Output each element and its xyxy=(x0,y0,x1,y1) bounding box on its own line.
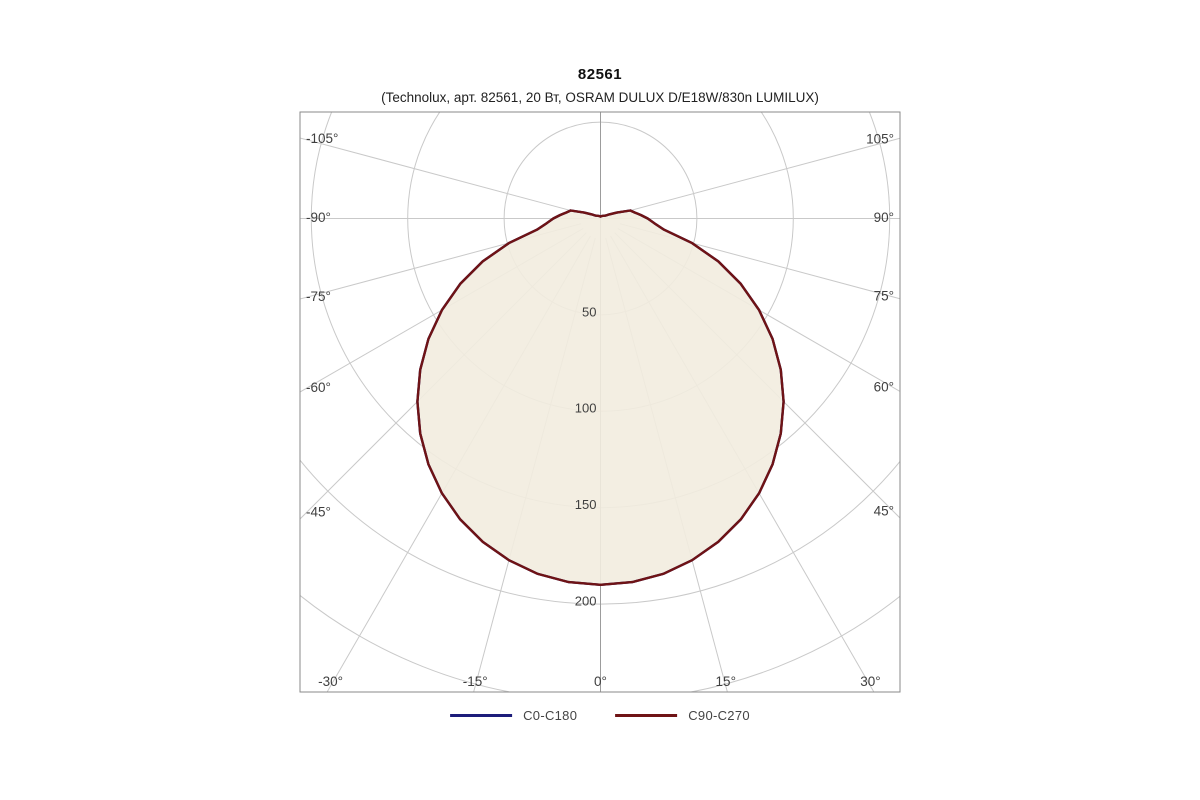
radial-tick-label-200: 200 xyxy=(574,593,597,609)
chart-title: 82561 xyxy=(577,66,623,83)
radial-tick-label-150: 150 xyxy=(574,497,597,513)
chart-legend xyxy=(450,708,750,723)
legend-line-c90-c270-icon xyxy=(615,714,677,717)
angle-tick-label--105: -105° xyxy=(306,131,339,147)
angle-tick-label--75: -75° xyxy=(306,288,331,304)
radial-tick-label-50: 50 xyxy=(582,304,597,320)
distribution-curves xyxy=(417,211,783,585)
legend-item-c90-c270 xyxy=(615,708,750,723)
angle-tick-label--45: -45° xyxy=(306,504,331,520)
angle-tick-label-105: 105° xyxy=(866,131,894,147)
angle-tick-label--90: -90° xyxy=(306,210,331,226)
angle-tick-label-90: 90° xyxy=(873,210,894,226)
angle-tick-label-30: 30° xyxy=(860,674,881,689)
grid-ray-105 xyxy=(620,0,1200,213)
angle-tick-label-45: 45° xyxy=(873,503,894,519)
legend-label-c0-c180: C0-C180 xyxy=(523,708,578,723)
angle-tick-label-15: 15° xyxy=(715,674,736,689)
angle-tick-label--30: -30° xyxy=(318,674,344,689)
grid-ray--105 xyxy=(0,0,581,213)
angle-tick-label-0: 0° xyxy=(594,674,607,689)
angle-tick-label--15: -15° xyxy=(462,674,488,689)
angle-tick-label-75: 75° xyxy=(873,288,894,304)
chart-subtitle: (Technolux, арт. 82561, 20 Вт, OSRAM DULUX D/E18W/830n LUMILUX) xyxy=(381,90,819,105)
curve-fill xyxy=(417,211,783,585)
radial-tick-label-100: 100 xyxy=(574,400,597,416)
legend-item-c0-c180 xyxy=(450,708,577,723)
legend-line-c0-c180-icon xyxy=(450,714,512,717)
angle-tick-label-60: 60° xyxy=(873,379,894,395)
legend-label-c90-c270: C90-C270 xyxy=(688,708,750,723)
angle-tick-label--60: -60° xyxy=(306,380,331,396)
